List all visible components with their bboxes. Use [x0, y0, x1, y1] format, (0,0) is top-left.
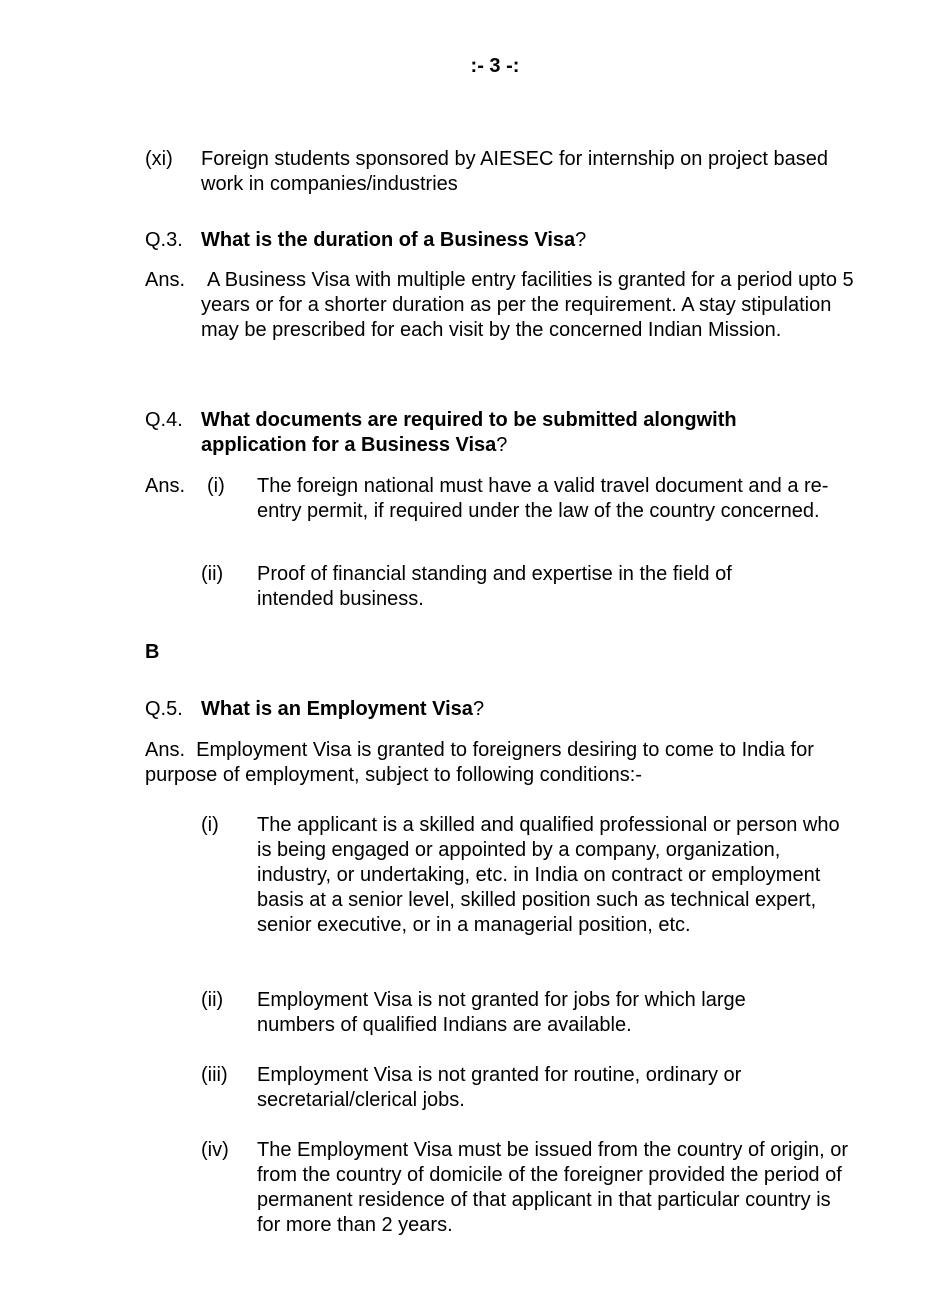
q3-label: Q.3.	[145, 229, 183, 251]
q3-answer-label: Ans.	[145, 269, 186, 291]
q5-answer	[145, 738, 855, 788]
q3-question-text: What is the duration of a Business Visa	[201, 229, 576, 251]
q4-item-number: (ii)	[201, 563, 224, 585]
q5-item-text: Employment Visa is not granted for jobs for which large numbers of qualified Indians are available.	[257, 989, 746, 1036]
q5-item-text: The Employment Visa must be issued from the country of origin, or from the country of domicile of the foreigner provided the period of permanent residence of that applicant in that particular country is for more than 2 years.	[257, 1139, 849, 1236]
q4-item-text: The foreign national must have a valid travel document and a re-entry permit, if required under the law of the country concerned.	[257, 475, 829, 522]
page-number: :- 3 -:	[470, 55, 520, 77]
item-xi-text: Foreign students sponsored by AIESEC for internship on project based work in companies/industries	[201, 148, 829, 195]
q5-question-mark: ?	[472, 698, 485, 720]
q5-item-number: (ii)	[201, 989, 224, 1011]
q5-item-text: Employment Visa is not granted for routine, ordinary or secretarial/clerical jobs.	[257, 1064, 742, 1111]
q4-question	[201, 408, 801, 458]
q5-label: Q.5.	[145, 698, 183, 720]
q3-question-mark: ?	[575, 229, 587, 251]
q4-item-text: Proof of financial standing and expertise in the field of intended business.	[257, 563, 732, 610]
q5-question-text: What is an Employment Visa	[201, 698, 473, 720]
q4-label: Q.4.	[145, 409, 183, 431]
q3-answer: A Business Visa with multiple entry facilities is granted for a period upto 5 years or for a shorter duration as per the requirement. A stay stipulation may be prescribed for each visit by the concerned Indian Mission.	[201, 269, 854, 341]
q3-question	[201, 228, 861, 253]
q5-item-number: (iv)	[201, 1139, 229, 1161]
q4-item-number: (i)	[207, 475, 225, 497]
q5-answer-text: Employment Visa is granted to foreigners desiring to come to India for purpose of employment, subject to following conditions:-	[145, 739, 814, 786]
q5-question	[201, 697, 861, 722]
q5-item-number: (iii)	[201, 1064, 228, 1086]
q5-item-number: (i)	[201, 814, 219, 836]
section-b-heading: B	[145, 641, 160, 663]
q4-question-mark: ?	[496, 434, 508, 456]
item-xi-number: (xi)	[145, 148, 173, 170]
q5-answer-label: Ans.	[145, 739, 186, 761]
q5-item-text: The applicant is a skilled and qualified professional or person who is being engaged or appointed by a company, organization, industry, or undertaking, etc. in India on contract or employment basis at a senior level, skilled position such as technical expert, senior executive, or in a managerial position, etc.	[257, 814, 840, 936]
q4-answer-label: Ans.	[145, 475, 186, 497]
q4-question-text: What documents are required to be submitted alongwith application for a Business Visa	[201, 409, 737, 456]
